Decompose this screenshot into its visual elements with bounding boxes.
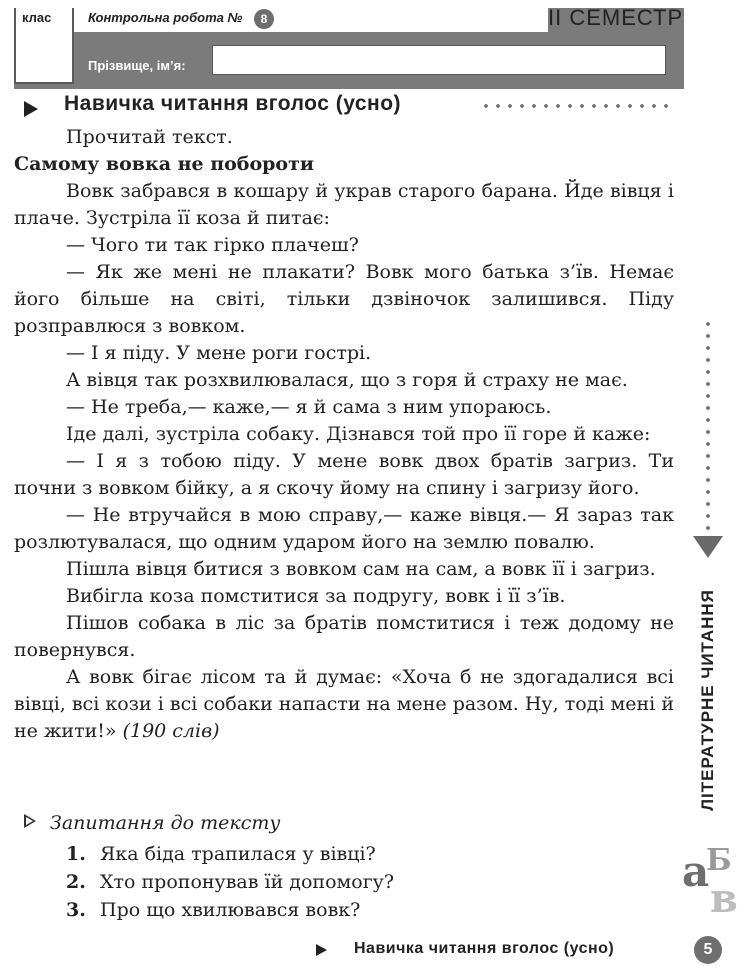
questions-heading — [24, 812, 280, 834]
word-count: (190 слів) — [122, 720, 220, 742]
paragraph: А вівця так розхвилювалася, що з горя й страху не має. — [66, 369, 628, 391]
question-item — [66, 896, 394, 924]
name-label: Прізвище, ім’я: — [88, 58, 186, 73]
question-number: 2. — [66, 871, 86, 893]
logo-letter: Б — [706, 843, 732, 878]
test-title: Контрольна робота № — [88, 10, 243, 25]
class-label: клас — [22, 10, 52, 25]
paragraph-last — [14, 664, 674, 745]
open-triangle-icon — [24, 814, 36, 828]
question-item — [66, 868, 394, 896]
instruction: Прочитай текст. — [66, 126, 233, 148]
dotted-line-horizontal — [480, 103, 676, 109]
section-bullet-icon — [24, 101, 38, 117]
question-item — [66, 840, 394, 868]
paragraph: — Як же мені не плакати? Вовк мого батька з’їв. Немає його більше на світі, тільки дзвіночок залишився. Піду розправлюся з вовком. — [14, 261, 674, 337]
name-field[interactable] — [212, 45, 666, 75]
paragraph: — Не треба,— каже,— я й сама з ним упораюсь. — [66, 396, 552, 418]
logo-letter: в — [710, 875, 738, 916]
footer-bullet-icon — [316, 944, 327, 956]
question-number: 3. — [66, 899, 86, 921]
paragraph: Іде далі, зустріла собаку. Дізнався той про її горе й каже: — [66, 423, 651, 445]
down-arrow-icon — [693, 536, 723, 558]
question-text: Яка біда трапилася у вівці? — [100, 843, 376, 865]
publisher-logo-icon — [680, 836, 746, 916]
questions-heading-text: Запитання до тексту — [50, 812, 281, 834]
footer-title: Навичка читання вголос (усно) — [354, 940, 615, 957]
questions-list — [66, 840, 394, 924]
question-text: Про що хвилювався вовк? — [100, 899, 361, 921]
last-paragraph-text: А вовк бігає лісом та й думає: «Хоча б не здогадалися всі вівці, всі кози і всі собаки напасти на мене разом. Ну, тоді мені й не жити!» — [14, 666, 674, 742]
paragraph: — Не втручайся в мою справу,— каже вівця.— Я зараз так розлютувалася, що одним ударом його на землю повалю. — [14, 504, 674, 553]
paragraph: Пішла вівця битися з вовком сам на сам, а вовк її і загриз. — [66, 558, 656, 580]
subject-label: ЛІТЕРАТУРНЕ ЧИТАННЯ — [698, 589, 717, 811]
test-number-badge: 8 — [254, 9, 274, 29]
section-title: Навичка читання вголос (усно) — [64, 92, 402, 115]
reading-text — [14, 124, 674, 745]
question-number: 1. — [66, 843, 86, 865]
story-title: Самому вовка не побороти — [14, 153, 314, 175]
paragraph: Вибігла коза помститися за подругу, вовк і її з’їв. — [66, 585, 566, 607]
paragraph: — І я піду. У мене роги гострі. — [66, 342, 372, 364]
paragraph: — Чого ти так гірко плачеш? — [66, 234, 359, 256]
dotted-line-vertical — [704, 318, 712, 530]
page-number: 5 — [694, 936, 722, 964]
paragraph: Вовк забрався в кошару й украв старого барана. Йде вівця і плаче. Зустріла її коза й питає: — [14, 180, 674, 229]
paragraph: Пішов собака в ліс за братів помститися і теж додому не повернувся. — [14, 612, 674, 661]
semester-label: II СЕМЕСТР — [548, 5, 684, 30]
paragraph: — І я з тобою піду. У мене вовк двох братів загриз. Ти почни з вовком бійку, а я скочу йому на спину і загризу його. — [14, 450, 674, 499]
logo-letter: а — [682, 847, 710, 896]
question-text: Хто пропонував їй допомогу? — [100, 871, 395, 893]
